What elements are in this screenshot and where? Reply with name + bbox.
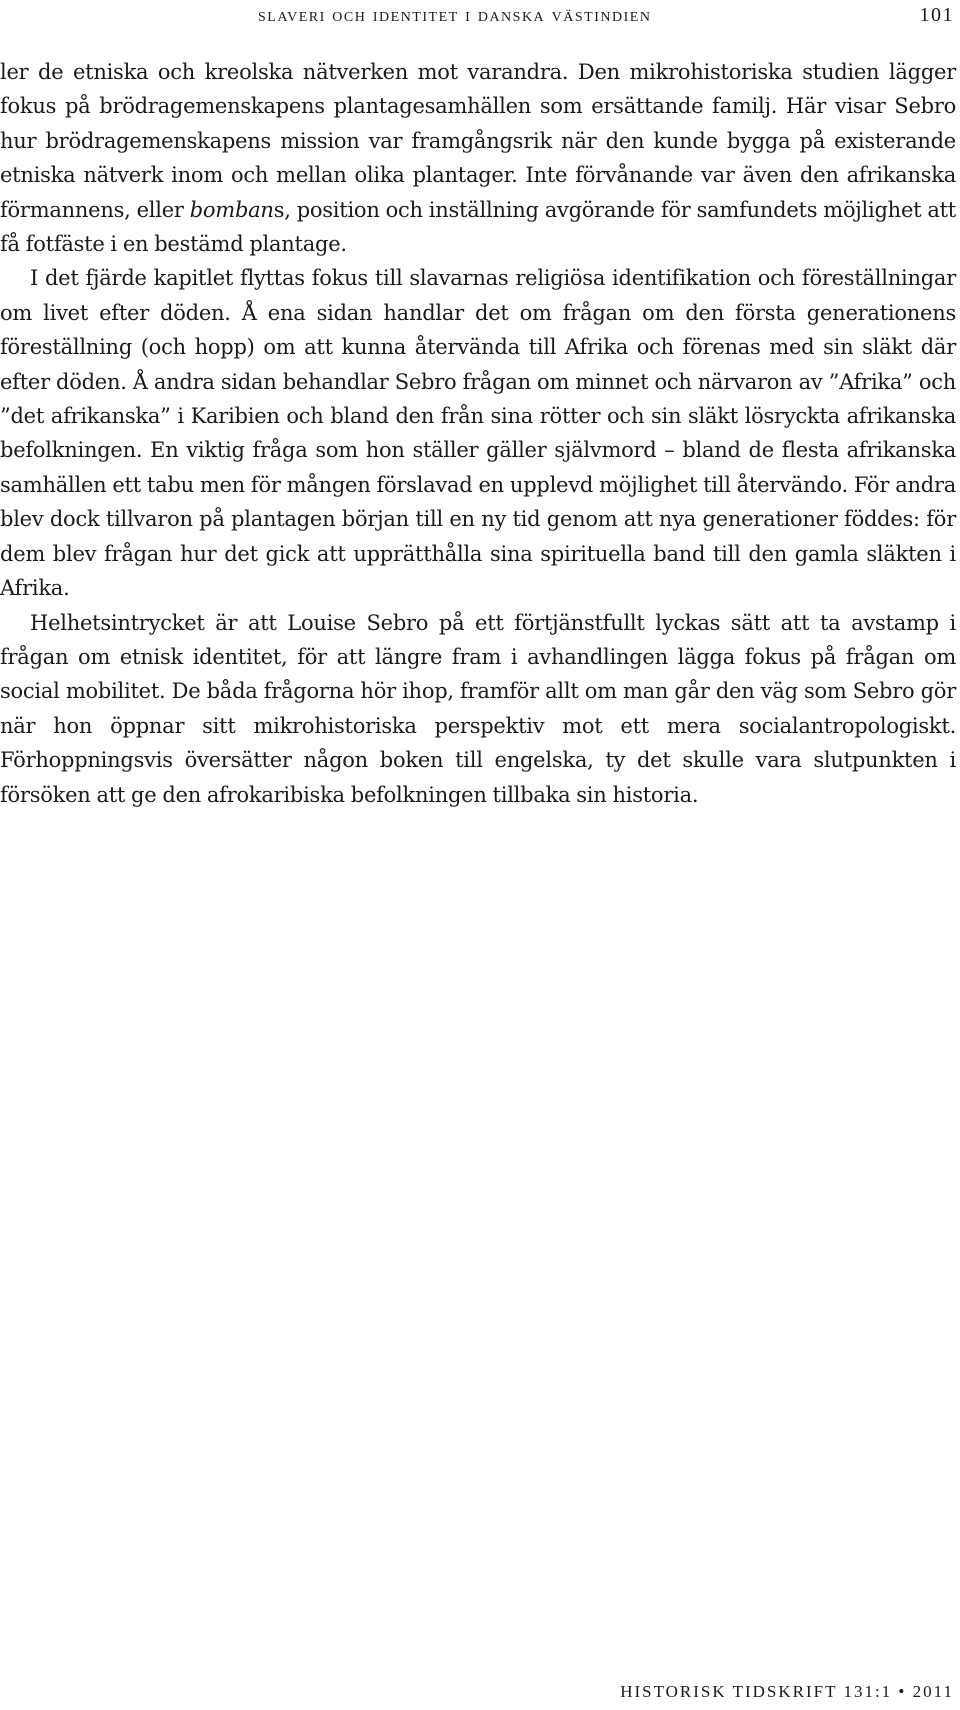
- paragraph-2: I det fjärde kapitlet flyttas fokus till slavarnas religiösa identifikation och föreställningar om livet efter döden. Å ena sidan handlar det om frågan om den första generationens föreställning (och hopp) om att kunna återvända till Afrika och förenas med sin släkt där efter döden. Å andra sidan behandlar Sebro frågan om minnet och närvaron av ”Afrika” och ”det afrikanska” i Karibien och bland den från sina rötter och sin släkt lösryckta afrikanska befolkningen. En viktig fråga som hon ställer gäller självmord – bland de flesta afrikanska samhällen ett tabu men för mången förslavad en upplevd möjlighet till återvändo. För andra blev dock tillvaron på plantagen början till en ny tid genom att nya generationer föddes: för dem blev frågan hur det gick att upprätthålla sina spirituella band till den gamla släkten i Afrika.: [0, 266, 956, 601]
- page-number: 101: [919, 4, 954, 26]
- running-head: [258, 4, 954, 30]
- body-text: [0, 55, 956, 812]
- running-head-title: slaveri och identitet i danska västindien: [258, 4, 652, 26]
- paragraph-1: ler de etniska och kreolska nätverken mot varandra. Den mikrohistoriska studien lägger fokus på brödragemenskapens plantagesamhällen som ersättande familj. Här visar Sebro hur brödragemenskapens mission var framgångsrik när den kunde bygga på existerande etniska nätverk inom och mellan olika plantager. Inte förvånande var även den afrikanska förmannens, eller bombans, position och inställning avgörande för samfundets möjlighet att få fotfäste i en bestämd plantage.: [0, 60, 956, 257]
- journal-footer: HISTORISK TIDSKRIFT 131:1 • 2011: [620, 1682, 954, 1701]
- paragraph-3: Helhetsintrycket är att Louise Sebro på ett förtjänstfullt lyckas sätt att ta avstamp i frågan om etnisk identitet, för att längre fram i avhandlingen lägga fokus på frågan om social mobilitet. De båda frågorna hör ihop, framför allt om man går den väg som Sebro gör när hon öppnar sitt mikrohistoriska perspektiv mot ett mera socialantropologiskt. Förhoppningsvis översätter någon boken till engelska, ty det skulle vara slutpunkten i försöken att ge den afrokaribiska befolkningen tillbaka sin historia.: [0, 610, 956, 807]
